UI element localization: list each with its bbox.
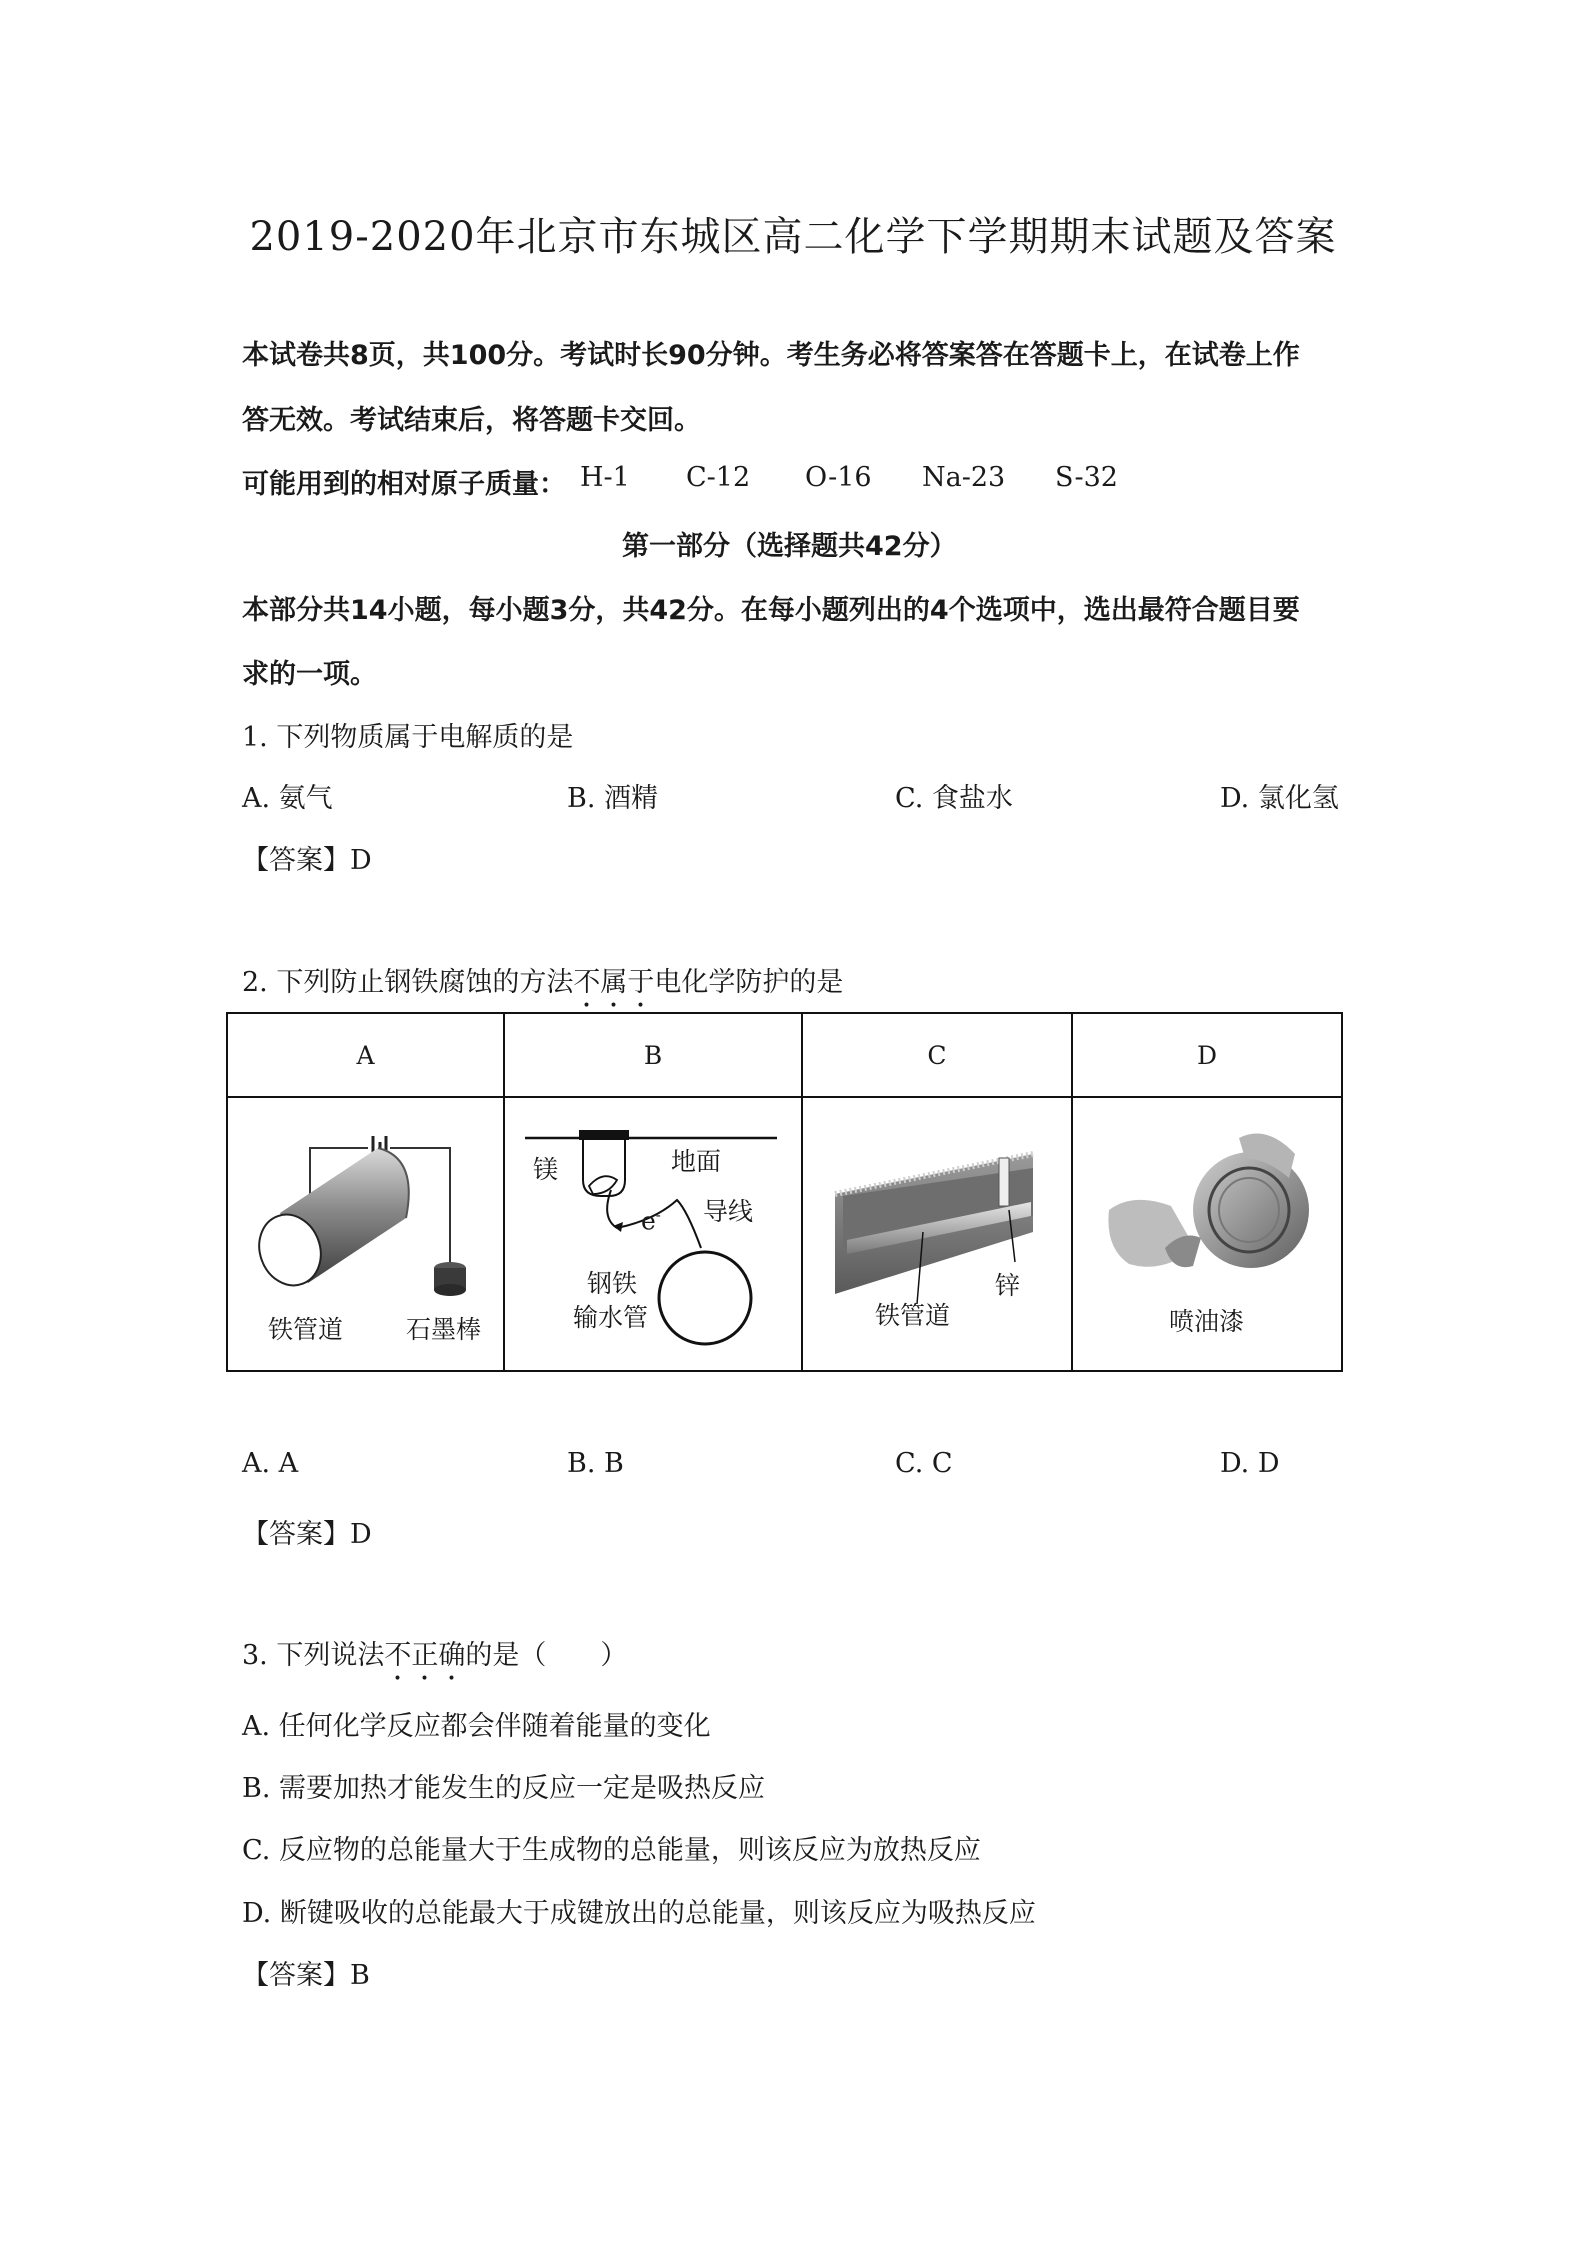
q2-option-d: D. D	[1220, 1448, 1280, 1479]
electron-symbol: e	[641, 1206, 656, 1236]
q3-option-b: B. 需要加热才能发生的反应一定是吸热反应	[242, 1773, 766, 1804]
q3-option-a: A. 任何化学反应都会伴随着能量的变化	[242, 1711, 711, 1742]
q3-option-d: D. 断键吸收的总能最大于成键放出的总能量，则该反应为吸热反应	[242, 1898, 1036, 1929]
table-header-a: A	[227, 1013, 504, 1097]
atomic-mass-c: C-12	[686, 462, 751, 493]
q2-option-b: B. B	[567, 1448, 624, 1479]
q3-stem	[242, 1633, 627, 1687]
q3-stem-text: 3. 下列说法	[242, 1640, 385, 1671]
q2-option-a: A. A	[242, 1448, 299, 1479]
electron-charge: -	[655, 1206, 661, 1224]
q2-stem-text-end: 电化学防护的是	[654, 967, 844, 998]
label-electron	[641, 1206, 661, 1235]
label-magnesium: 镁	[533, 1155, 559, 1184]
q2-answer	[242, 1512, 372, 1551]
q2-stem-text: 2. 下列防止钢铁腐蚀的方法	[242, 967, 574, 998]
q3-stem-emphasis: 不正确	[384, 1640, 466, 1671]
label-graphite-rod: 石墨棒	[406, 1315, 482, 1344]
answer-label: 【答案】	[242, 1519, 350, 1550]
label-iron-pipe: 铁管道	[268, 1315, 344, 1344]
table-header-c: C	[802, 1013, 1072, 1097]
part1-heading: 第一部分（选择题共42分）	[622, 531, 957, 562]
answer-value: B	[350, 1960, 370, 1991]
q1-stem: 1. 下列物质属于电解质的是	[242, 722, 574, 753]
q3-option-c: C. 反应物的总能量大于生成物的总能量，则该反应为放热反应	[242, 1835, 981, 1866]
answer-value: D	[350, 845, 372, 876]
q2-options-table	[226, 1012, 1343, 1372]
answer-label: 【答案】	[242, 845, 350, 876]
label-iron-pipeline: 铁管道	[875, 1301, 951, 1330]
atomic-masses-label: 可能用到的相对原子质量：	[242, 469, 566, 500]
label-spray-paint: 喷油漆	[1169, 1307, 1245, 1336]
answer-label: 【答案】	[242, 1960, 350, 1991]
answer-value: D	[350, 1519, 372, 1550]
instructions-line2: 答无效。考试结束后，将答题卡交回。	[242, 405, 701, 436]
label-steel: 钢铁	[587, 1269, 638, 1298]
q1-option-d: D. 氯化氢	[1220, 783, 1339, 814]
table-header-b: B	[504, 1013, 802, 1097]
label-zinc: 锌	[995, 1271, 1021, 1300]
q1-option-a: A. 氨气	[242, 783, 333, 814]
part1-desc-line2: 求的一项。	[242, 659, 377, 690]
table-header-d: D	[1072, 1013, 1342, 1097]
figure-cell-c	[802, 1097, 1072, 1371]
atomic-mass-o: O-16	[805, 462, 872, 493]
q2-stem	[242, 960, 843, 1014]
atomic-mass-h: H-1	[580, 462, 630, 493]
figure-cell-b	[504, 1097, 802, 1371]
q1-option-b: B. 酒精	[567, 783, 659, 814]
part1-desc-line1: 本部分共14小题，每小题3分，共42分。在每小题列出的4个选项中，选出最符合题目要	[242, 595, 1300, 626]
label-wire: 导线	[703, 1197, 754, 1226]
q1-answer	[242, 838, 372, 877]
q2-stem-emphasis: 不属于	[573, 967, 655, 998]
q2-option-c: C. C	[895, 1448, 953, 1479]
atomic-mass-na: Na-23	[922, 462, 1006, 493]
figure-cell-d	[1072, 1097, 1342, 1371]
figure-cell-a	[227, 1097, 504, 1371]
label-water-pipe: 输水管	[573, 1303, 649, 1332]
page-title: 2019-2020年北京市东城区高二化学下学期期末试题及答案	[249, 214, 1337, 260]
q1-option-c: C. 食盐水	[895, 783, 1013, 814]
atomic-mass-s: S-32	[1055, 462, 1118, 493]
instructions-line1: 本试卷共8页，共100分。考试时长90分钟。考生务必将答案答在答题卡上，在试卷上作	[242, 340, 1300, 371]
label-ground: 地面	[671, 1147, 722, 1176]
q3-stem-text-end: 的是（ ）	[465, 1640, 628, 1671]
q3-answer	[242, 1953, 370, 1992]
